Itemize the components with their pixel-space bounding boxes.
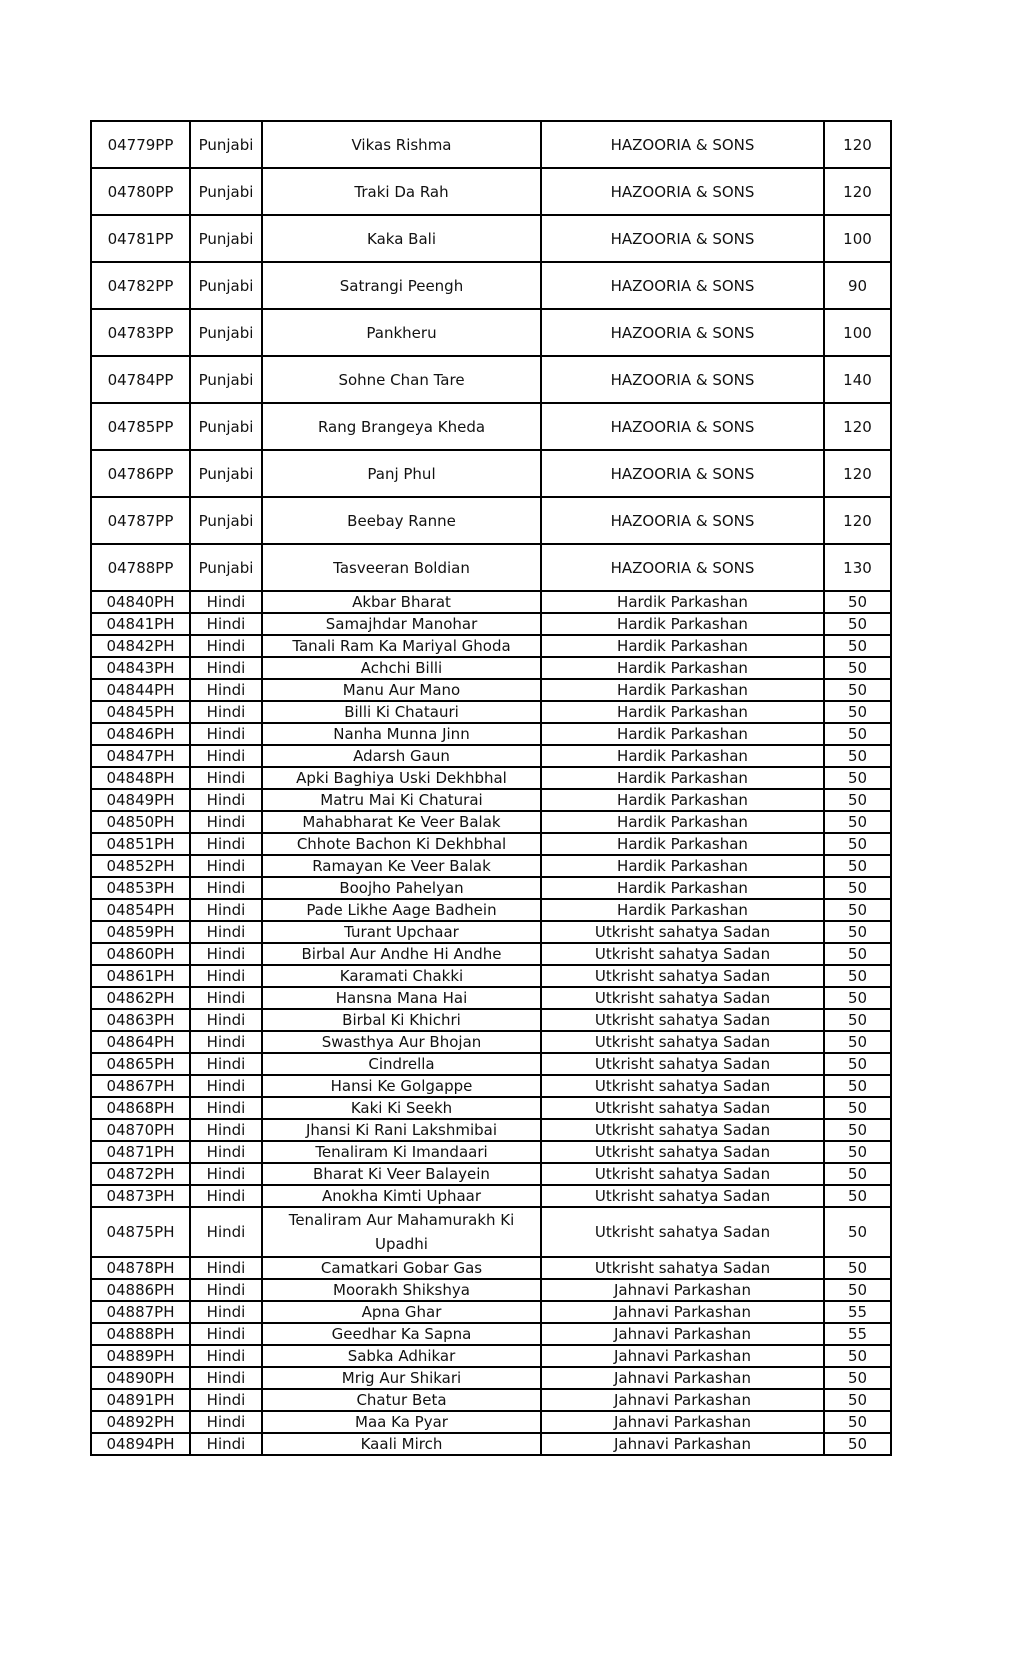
title-cell: Chatur Beta [262, 1389, 541, 1411]
price-cell: 50 [824, 613, 891, 635]
publisher-cell: Hardik Parkashan [541, 833, 824, 855]
publisher-cell: Hardik Parkashan [541, 701, 824, 723]
publisher-cell: Utkrisht sahatya Sadan [541, 1257, 824, 1279]
title-cell: Kaali Mirch [262, 1433, 541, 1455]
publisher-cell: Jahnavi Parkashan [541, 1301, 824, 1323]
table-row [91, 855, 891, 877]
table-row [91, 1345, 891, 1367]
price-cell: 50 [824, 811, 891, 833]
publisher-cell: Hardik Parkashan [541, 745, 824, 767]
table-row [91, 1323, 891, 1345]
publisher-cell: Utkrisht sahatya Sadan [541, 1031, 824, 1053]
publisher-cell: Utkrisht sahatya Sadan [541, 1119, 824, 1141]
book-code-cell: 04871PH [91, 1141, 190, 1163]
language-cell: Hindi [190, 1279, 262, 1301]
book-code-cell: 04890PH [91, 1367, 190, 1389]
title-cell: Mrig Aur Shikari [262, 1367, 541, 1389]
publisher-cell: HAZOORIA & SONS [541, 403, 824, 450]
publisher-cell: Hardik Parkashan [541, 723, 824, 745]
language-cell: Hindi [190, 657, 262, 679]
book-code-cell: 04875PH [91, 1207, 190, 1257]
language-cell: Hindi [190, 679, 262, 701]
language-cell: Punjabi [190, 215, 262, 262]
title-cell: Kaka Bali [262, 215, 541, 262]
table-row [91, 1279, 891, 1301]
title-cell: Moorakh Shikshya [262, 1279, 541, 1301]
publisher-cell: Utkrisht sahatya Sadan [541, 1075, 824, 1097]
language-cell: Hindi [190, 943, 262, 965]
table-row [91, 309, 891, 356]
publisher-cell: Hardik Parkashan [541, 679, 824, 701]
book-code-cell: 04786PP [91, 450, 190, 497]
price-cell: 50 [824, 921, 891, 943]
language-cell: Hindi [190, 613, 262, 635]
price-cell: 50 [824, 877, 891, 899]
price-cell: 100 [824, 309, 891, 356]
book-code-cell: 04872PH [91, 1163, 190, 1185]
title-cell: Pankheru [262, 309, 541, 356]
title-cell: Tasveeran Boldian [262, 544, 541, 591]
book-code-cell: 04894PH [91, 1433, 190, 1455]
language-cell: Punjabi [190, 168, 262, 215]
title-cell: Tenaliram Ki Imandaari [262, 1141, 541, 1163]
title-cell: Apki Baghiya Uski Dekhbhal [262, 767, 541, 789]
price-cell: 50 [824, 943, 891, 965]
title-cell: Sabka Adhikar [262, 1345, 541, 1367]
title-cell: Hansi Ke Golgappe [262, 1075, 541, 1097]
title-cell: Kaki Ki Seekh [262, 1097, 541, 1119]
table-row [91, 1301, 891, 1323]
language-cell: Hindi [190, 1031, 262, 1053]
catalog-body [91, 121, 891, 1455]
table-row [91, 1411, 891, 1433]
price-cell: 50 [824, 1411, 891, 1433]
language-cell: Punjabi [190, 544, 262, 591]
price-cell: 50 [824, 1097, 891, 1119]
table-row [91, 987, 891, 1009]
title-cell: Vikas Rishma [262, 121, 541, 168]
book-code-cell: 04863PH [91, 1009, 190, 1031]
table-row [91, 168, 891, 215]
title-cell: Pade Likhe Aage Badhein [262, 899, 541, 921]
language-cell: Hindi [190, 1053, 262, 1075]
book-code-cell: 04844PH [91, 679, 190, 701]
price-cell: 50 [824, 1433, 891, 1455]
publisher-cell: Hardik Parkashan [541, 899, 824, 921]
table-row [91, 544, 891, 591]
language-cell: Punjabi [190, 309, 262, 356]
table-row [91, 811, 891, 833]
table-row [91, 1185, 891, 1207]
book-code-cell: 04787PP [91, 497, 190, 544]
table-row [91, 1031, 891, 1053]
table-row [91, 657, 891, 679]
book-code-cell: 04850PH [91, 811, 190, 833]
book-code-cell: 04864PH [91, 1031, 190, 1053]
title-cell: Camatkari Gobar Gas [262, 1257, 541, 1279]
table-row [91, 1119, 891, 1141]
table-row [91, 1141, 891, 1163]
book-code-cell: 04886PH [91, 1279, 190, 1301]
publisher-cell: Utkrisht sahatya Sadan [541, 1009, 824, 1031]
language-cell: Hindi [190, 1075, 262, 1097]
book-code-cell: 04780PP [91, 168, 190, 215]
table-row [91, 1433, 891, 1455]
book-code-cell: 04851PH [91, 833, 190, 855]
publisher-cell: Utkrisht sahatya Sadan [541, 1097, 824, 1119]
table-row [91, 215, 891, 262]
table-row [91, 1163, 891, 1185]
price-cell: 50 [824, 1207, 891, 1257]
book-code-cell: 04843PH [91, 657, 190, 679]
book-code-cell: 04784PP [91, 356, 190, 403]
table-row [91, 497, 891, 544]
book-code-cell: 04862PH [91, 987, 190, 1009]
table-row [91, 1053, 891, 1075]
publisher-cell: Hardik Parkashan [541, 591, 824, 613]
book-code-cell: 04848PH [91, 767, 190, 789]
book-code-cell: 04854PH [91, 899, 190, 921]
book-catalog-table [90, 120, 892, 1456]
title-cell: Mahabharat Ke Veer Balak [262, 811, 541, 833]
price-cell: 50 [824, 1257, 891, 1279]
price-cell: 50 [824, 679, 891, 701]
table-row [91, 789, 891, 811]
book-code-cell: 04889PH [91, 1345, 190, 1367]
book-code-cell: 04867PH [91, 1075, 190, 1097]
publisher-cell: Jahnavi Parkashan [541, 1279, 824, 1301]
price-cell: 50 [824, 1389, 891, 1411]
price-cell: 55 [824, 1323, 891, 1345]
publisher-cell: HAZOORIA & SONS [541, 262, 824, 309]
publisher-cell: Utkrisht sahatya Sadan [541, 1163, 824, 1185]
price-cell: 100 [824, 215, 891, 262]
table-row [91, 613, 891, 635]
language-cell: Hindi [190, 987, 262, 1009]
title-cell: Satrangi Peengh [262, 262, 541, 309]
language-cell: Hindi [190, 1141, 262, 1163]
price-cell: 120 [824, 450, 891, 497]
title-cell: Achchi Billi [262, 657, 541, 679]
price-cell: 50 [824, 965, 891, 987]
title-cell: Cindrella [262, 1053, 541, 1075]
book-code-cell: 04868PH [91, 1097, 190, 1119]
publisher-cell: HAZOORIA & SONS [541, 450, 824, 497]
price-cell: 50 [824, 657, 891, 679]
price-cell: 120 [824, 497, 891, 544]
table-row [91, 921, 891, 943]
book-code-cell: 04847PH [91, 745, 190, 767]
language-cell: Punjabi [190, 121, 262, 168]
publisher-cell: Hardik Parkashan [541, 767, 824, 789]
price-cell: 50 [824, 833, 891, 855]
language-cell: Punjabi [190, 262, 262, 309]
title-cell: Ramayan Ke Veer Balak [262, 855, 541, 877]
publisher-cell: Utkrisht sahatya Sadan [541, 1141, 824, 1163]
book-code-cell: 04859PH [91, 921, 190, 943]
book-code-cell: 04785PP [91, 403, 190, 450]
title-cell: Turant Upchaar [262, 921, 541, 943]
table-row [91, 745, 891, 767]
language-cell: Punjabi [190, 403, 262, 450]
publisher-cell: Jahnavi Parkashan [541, 1367, 824, 1389]
language-cell: Hindi [190, 1367, 262, 1389]
publisher-cell: Hardik Parkashan [541, 855, 824, 877]
price-cell: 50 [824, 1345, 891, 1367]
title-cell: Billi Ki Chatauri [262, 701, 541, 723]
price-cell: 50 [824, 745, 891, 767]
table-row [91, 121, 891, 168]
price-cell: 50 [824, 723, 891, 745]
book-code-cell: 04845PH [91, 701, 190, 723]
price-cell: 50 [824, 1031, 891, 1053]
table-row [91, 1075, 891, 1097]
title-cell: Anokha Kimti Uphaar [262, 1185, 541, 1207]
language-cell: Hindi [190, 833, 262, 855]
price-cell: 50 [824, 1279, 891, 1301]
table-row [91, 1389, 891, 1411]
price-cell: 50 [824, 789, 891, 811]
publisher-cell: Hardik Parkashan [541, 657, 824, 679]
publisher-cell: Hardik Parkashan [541, 811, 824, 833]
price-cell: 50 [824, 1163, 891, 1185]
title-cell: Birbal Ki Khichri [262, 1009, 541, 1031]
book-code-cell: 04781PP [91, 215, 190, 262]
language-cell: Hindi [190, 591, 262, 613]
book-code-cell: 04888PH [91, 1323, 190, 1345]
table-row [91, 1097, 891, 1119]
table-row [91, 943, 891, 965]
title-cell: Tanali Ram Ka Mariyal Ghoda [262, 635, 541, 657]
title-cell: Traki Da Rah [262, 168, 541, 215]
table-row [91, 701, 891, 723]
publisher-cell: Hardik Parkashan [541, 789, 824, 811]
language-cell: Punjabi [190, 450, 262, 497]
price-cell: 50 [824, 987, 891, 1009]
publisher-cell: HAZOORIA & SONS [541, 168, 824, 215]
language-cell: Hindi [190, 1097, 262, 1119]
book-code-cell: 04849PH [91, 789, 190, 811]
price-cell: 90 [824, 262, 891, 309]
title-cell: Nanha Munna Jinn [262, 723, 541, 745]
book-code-cell: 04892PH [91, 1411, 190, 1433]
price-cell: 50 [824, 635, 891, 657]
language-cell: Hindi [190, 1411, 262, 1433]
table-row [91, 833, 891, 855]
publisher-cell: Hardik Parkashan [541, 877, 824, 899]
publisher-cell: Jahnavi Parkashan [541, 1323, 824, 1345]
language-cell: Hindi [190, 1257, 262, 1279]
publisher-cell: HAZOORIA & SONS [541, 356, 824, 403]
table-row [91, 899, 891, 921]
book-code-cell: 04842PH [91, 635, 190, 657]
title-cell: Manu Aur Mano [262, 679, 541, 701]
language-cell: Hindi [190, 1389, 262, 1411]
price-cell: 50 [824, 591, 891, 613]
language-cell: Hindi [190, 899, 262, 921]
title-cell: Boojho Pahelyan [262, 877, 541, 899]
book-code-cell: 04870PH [91, 1119, 190, 1141]
price-cell: 50 [824, 1367, 891, 1389]
book-code-cell: 04891PH [91, 1389, 190, 1411]
language-cell: Hindi [190, 1009, 262, 1031]
title-cell: Maa Ka Pyar [262, 1411, 541, 1433]
publisher-cell: Utkrisht sahatya Sadan [541, 1185, 824, 1207]
table-row [91, 1207, 891, 1257]
book-code-cell: 04788PP [91, 544, 190, 591]
price-cell: 120 [824, 121, 891, 168]
title-cell: Beebay Ranne [262, 497, 541, 544]
price-cell: 50 [824, 1009, 891, 1031]
language-cell: Hindi [190, 1323, 262, 1345]
language-cell: Hindi [190, 767, 262, 789]
price-cell: 50 [824, 1075, 891, 1097]
price-cell: 55 [824, 1301, 891, 1323]
table-row [91, 767, 891, 789]
publisher-cell: HAZOORIA & SONS [541, 497, 824, 544]
book-code-cell: 04861PH [91, 965, 190, 987]
language-cell: Hindi [190, 1433, 262, 1455]
publisher-cell: Jahnavi Parkashan [541, 1433, 824, 1455]
publisher-cell: Hardik Parkashan [541, 635, 824, 657]
table-row [91, 1009, 891, 1031]
price-cell: 50 [824, 1119, 891, 1141]
book-code-cell: 04853PH [91, 877, 190, 899]
book-code-cell: 04865PH [91, 1053, 190, 1075]
price-cell: 50 [824, 767, 891, 789]
table-row [91, 723, 891, 745]
book-code-cell: 04782PP [91, 262, 190, 309]
language-cell: Hindi [190, 789, 262, 811]
book-code-cell: 04852PH [91, 855, 190, 877]
language-cell: Hindi [190, 745, 262, 767]
price-cell: 50 [824, 899, 891, 921]
table-row [91, 1367, 891, 1389]
book-code-cell: 04840PH [91, 591, 190, 613]
table-row [91, 877, 891, 899]
language-cell: Hindi [190, 1163, 262, 1185]
price-cell: 120 [824, 403, 891, 450]
publisher-cell: HAZOORIA & SONS [541, 544, 824, 591]
publisher-cell: Jahnavi Parkashan [541, 1411, 824, 1433]
title-cell: Chhote Bachon Ki Dekhbhal [262, 833, 541, 855]
publisher-cell: Utkrisht sahatya Sadan [541, 965, 824, 987]
book-code-cell: 04783PP [91, 309, 190, 356]
price-cell: 50 [824, 701, 891, 723]
price-cell: 120 [824, 168, 891, 215]
book-code-cell: 04860PH [91, 943, 190, 965]
table-row [91, 356, 891, 403]
publisher-cell: Utkrisht sahatya Sadan [541, 1207, 824, 1257]
price-cell: 50 [824, 1185, 891, 1207]
publisher-cell: HAZOORIA & SONS [541, 121, 824, 168]
publisher-cell: Utkrisht sahatya Sadan [541, 943, 824, 965]
title-cell: Birbal Aur Andhe Hi Andhe [262, 943, 541, 965]
language-cell: Hindi [190, 811, 262, 833]
title-cell: Panj Phul [262, 450, 541, 497]
language-cell: Hindi [190, 1207, 262, 1257]
publisher-cell: Utkrisht sahatya Sadan [541, 987, 824, 1009]
language-cell: Hindi [190, 855, 262, 877]
language-cell: Hindi [190, 701, 262, 723]
language-cell: Hindi [190, 1301, 262, 1323]
publisher-cell: Utkrisht sahatya Sadan [541, 1053, 824, 1075]
publisher-cell: Jahnavi Parkashan [541, 1389, 824, 1411]
title-cell: Tenaliram Aur Mahamurakh Ki Upadhi [262, 1207, 541, 1257]
language-cell: Hindi [190, 877, 262, 899]
book-code-cell: 04846PH [91, 723, 190, 745]
table-row [91, 591, 891, 613]
price-cell: 50 [824, 855, 891, 877]
language-cell: Hindi [190, 723, 262, 745]
publisher-cell: HAZOORIA & SONS [541, 309, 824, 356]
title-cell: Akbar Bharat [262, 591, 541, 613]
title-cell: Samajhdar Manohar [262, 613, 541, 635]
table-row [91, 635, 891, 657]
book-code-cell: 04873PH [91, 1185, 190, 1207]
language-cell: Hindi [190, 921, 262, 943]
price-cell: 50 [824, 1053, 891, 1075]
title-cell: Rang Brangeya Kheda [262, 403, 541, 450]
title-cell: Geedhar Ka Sapna [262, 1323, 541, 1345]
language-cell: Hindi [190, 635, 262, 657]
book-code-cell: 04887PH [91, 1301, 190, 1323]
price-cell: 140 [824, 356, 891, 403]
book-code-cell: 04779PP [91, 121, 190, 168]
title-cell: Apna Ghar [262, 1301, 541, 1323]
language-cell: Punjabi [190, 356, 262, 403]
language-cell: Hindi [190, 1119, 262, 1141]
table-row [91, 679, 891, 701]
table-row [91, 262, 891, 309]
publisher-cell: Jahnavi Parkashan [541, 1345, 824, 1367]
book-code-cell: 04841PH [91, 613, 190, 635]
language-cell: Hindi [190, 1345, 262, 1367]
title-cell: Hansna Mana Hai [262, 987, 541, 1009]
title-cell: Karamati Chakki [262, 965, 541, 987]
title-cell: Adarsh Gaun [262, 745, 541, 767]
title-cell: Sohne Chan Tare [262, 356, 541, 403]
title-cell: Swasthya Aur Bhojan [262, 1031, 541, 1053]
table-row [91, 450, 891, 497]
table-row [91, 965, 891, 987]
language-cell: Hindi [190, 1185, 262, 1207]
title-cell: Bharat Ki Veer Balayein [262, 1163, 541, 1185]
table-row [91, 1257, 891, 1279]
price-cell: 130 [824, 544, 891, 591]
publisher-cell: HAZOORIA & SONS [541, 215, 824, 262]
publisher-cell: Hardik Parkashan [541, 613, 824, 635]
language-cell: Hindi [190, 965, 262, 987]
book-code-cell: 04878PH [91, 1257, 190, 1279]
publisher-cell: Utkrisht sahatya Sadan [541, 921, 824, 943]
language-cell: Punjabi [190, 497, 262, 544]
title-cell: Matru Mai Ki Chaturai [262, 789, 541, 811]
price-cell: 50 [824, 1141, 891, 1163]
table-row [91, 403, 891, 450]
title-cell: Jhansi Ki Rani Lakshmibai [262, 1119, 541, 1141]
